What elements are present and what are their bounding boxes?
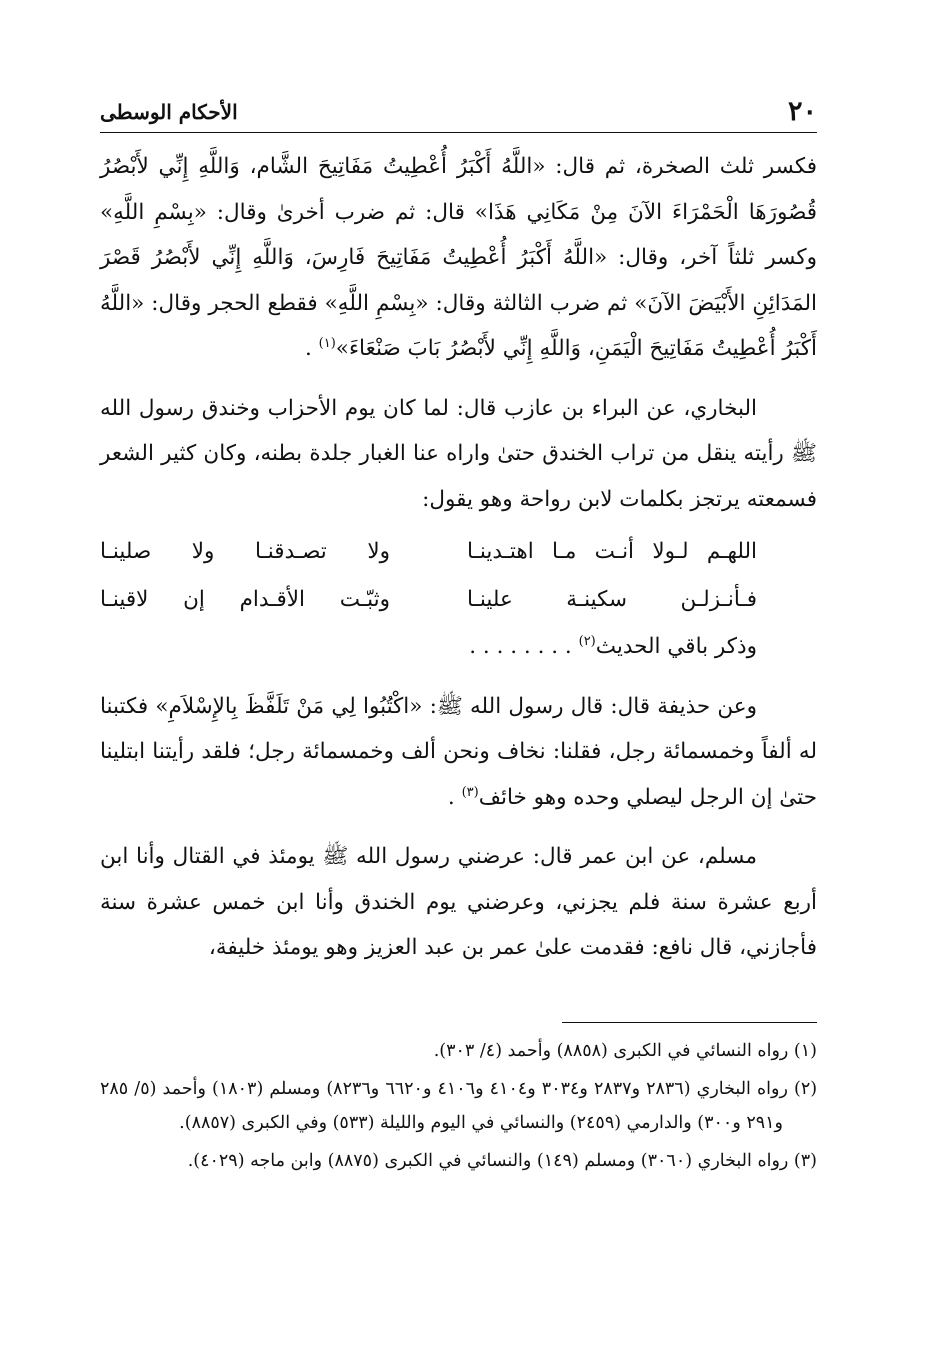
book-page xyxy=(100,0,817,1353)
footnote-2: (٢) رواه البخاري (٢٨٣٦ و٢٨٣٧ و٣٠٣٤ و٤١٠٤ و٤١٠٦ و٦٦٢٠ و٨٢٣٦) ومسلم (١٨٠٣) وأحمد (٥/ ٢٨٥ و٢٩١ و٣٠٠) والدارمي (٢٤٥٩) والنسائي في اليوم والليلة (٥٣٣) وفي الكبرى (٨٨٥٧). xyxy=(100,1079,818,1133)
paragraph-1 xyxy=(100,144,817,372)
footnote-separator xyxy=(562,1022,817,1023)
paragraph-2 xyxy=(100,386,817,523)
paragraph-3-text: وعن حذيفة قال: قال رسول الله ﷺ: «اكْتُبُوا لِي مَنْ تَلَفَّظَ بِالإِسْلاَمِ» فكتبنا له ألفاً وخمسمائة رجل، فقلنا: نخاف ونحن ألف وخمسمائة رجل؛ فلقد رأيتنا ابتلينا حتىٰ إن الرجل ليصلي وحده وهو خائف xyxy=(100,693,817,810)
paragraph-2-tail xyxy=(100,624,817,670)
footnote-3: (٣) رواه البخاري (٣٠٦٠) ومسلم (١٤٩) والنسائي في الكبرى (٨٨٧٥) وابن ماجه (٤٠٢٩). xyxy=(187,1151,817,1171)
paragraph-1-text: فكسر ثلث الصخرة، ثم قال: «اللَّهُ أَكْبَرُ أُعْطِيتُ مَفَاتِيحَ الشَّام، وَاللَّهِ إِنِّي لأَبْصُرُ قُصُورَهَا الْحَمْرَاءَ الآنَ مِنْ مَكَانِي هَذَا» قال: ثم ضرب أخرىٰ وقال: «بِسْمِ اللَّهِ» وكسر ثلثاً آخر، وقال: «اللَّهُ أَكْبَرُ أُعْطِيتُ مَفَاتِيحَ فَارِسَ، وَاللَّهِ إِنِّي لأَبْصُرُ قَصْرَ المَدَائِنِ الأَبْيَضَ الآنَ» ثم ضرب الثالثة وقال: «بِسْمِ اللَّهِ» فقطع الحجر وقال: «اللَّهُ أَكْبَرُ أُعْطِيتُ مَفَاتِيحَ الْيَمَنِ، وَاللَّهِ إِنِّي لأَبْصُرُ بَابَ صَنْعَاءَ» xyxy=(100,154,817,361)
verse-1-second-hemistich: ولا تصـدقنـا ولا صلينـا xyxy=(100,539,390,564)
paragraph-2-ellipsis: . . . . . . . . xyxy=(469,634,579,659)
footnote-ref-3: (٣) xyxy=(461,784,479,800)
verse-1 xyxy=(100,528,817,576)
paragraph-4 xyxy=(100,834,817,971)
running-header xyxy=(100,92,817,133)
footnote-1: (١) رواه النسائي في الكبرى (٨٨٥٨) وأحمد (٤/ ٣٠٣). xyxy=(433,1041,817,1061)
verse-2-second-hemistich: وثبّـت الأقـدام إن لاقينـا xyxy=(100,587,390,612)
book-title: الأحكام الوسطى xyxy=(100,100,238,124)
footnotes xyxy=(100,1034,817,1182)
main-text xyxy=(100,144,817,971)
paragraph-2-text: البخاري، عن البراء بن عازب قال: لما كان يوم الأحزاب وخندق رسول الله ﷺ رأيته ينقل من تراب الخندق حتىٰ واراه عنا الغبار جلدة بطنه، وكان كثير الشعر فسمعته يرتجز بكلمات لابن رواحة وهو يقول: xyxy=(100,395,817,512)
paragraph-4-text: مسلم، عن ابن عمر قال: عرضني رسول الله ﷺ يومئذ في القتال وأنا ابن أربع عشرة سنة فلم يجزني، وعرضني يوم الخندق وأنا ابن خمس عشرة سنة فأجازني، قال نافع: فقدمت علىٰ عمر بن عبد العزيز وهو يومئذ خليفة، xyxy=(100,844,817,960)
paragraph-3 xyxy=(100,684,817,821)
footnote-ref-2: (٢) xyxy=(578,633,596,649)
paragraph-3-end: . xyxy=(447,784,462,810)
footnote-ref-1: (١) xyxy=(318,335,336,351)
verse-2 xyxy=(100,576,817,624)
verse-2-first-hemistich: فـأنـزلـن سكينـة علينـا xyxy=(467,587,757,612)
paragraph-1-end: . xyxy=(304,336,319,361)
paragraph-2-tail-text: وذكر باقي الحديث xyxy=(595,634,757,659)
verse-1-first-hemistich: اللهـم لـولا أنـت مـا اهتـدينـا xyxy=(467,539,757,564)
page-number: ٢٠ xyxy=(787,96,817,127)
poem xyxy=(100,528,817,624)
